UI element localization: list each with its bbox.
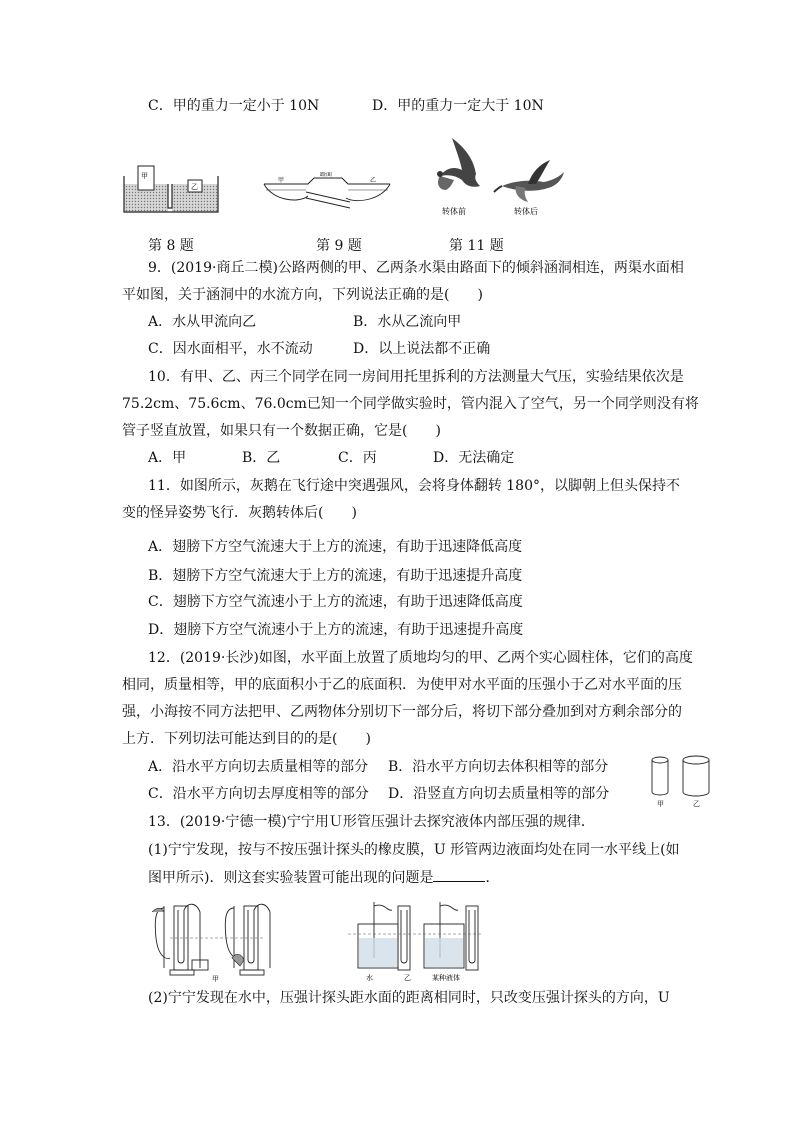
q10-option-a: A．甲 bbox=[148, 450, 187, 466]
q13-stem: 13．(2019·宁德一模)宁宁用Ｕ形管压强计去探究液体内部压强的规律． bbox=[148, 814, 595, 830]
q13-answer-blank[interactable] bbox=[433, 867, 485, 882]
q9-option-b: B．水从乙流向甲 bbox=[353, 314, 462, 330]
fig13-label-liquid: 某种液体 bbox=[432, 974, 460, 982]
q10-option-b: B．乙 bbox=[242, 450, 281, 466]
q9-option-a: A．水从甲流向乙 bbox=[148, 314, 257, 330]
q7-option-d: D．甲的重力一定大于 10N bbox=[372, 98, 544, 114]
q13-part1-line-1: (1)宁宁发现，按与不按压强计探头的橡皮膜，U 形管两边液面均处在同一水平线上(如 bbox=[148, 842, 680, 858]
q11-option-d: D．翅膀下方空气流速小于上方的流速，有助于迅速提升高度 bbox=[148, 622, 524, 638]
figure-11-caption: 第 11 题 bbox=[449, 238, 504, 254]
figure-9-caption: 第 9 题 bbox=[316, 238, 362, 254]
figure-12-cylinders bbox=[646, 752, 716, 808]
fig9-label-yi: 乙 bbox=[370, 177, 377, 184]
figure-9 bbox=[262, 172, 392, 212]
q13-part2-line-1: (2)宁宁发现在水中，压强计探头距水面的距离相同时，只改变压强计探头的方向，U bbox=[148, 990, 670, 1006]
fig13-label-water: 水 bbox=[366, 974, 373, 982]
q13-part1-end: ． bbox=[485, 870, 500, 886]
q10-stem-line-2: 75.2cm、75.6cm、76.0cm已知一个同学做实验时，管内混入了空气，另一个同学则没有将 bbox=[122, 396, 699, 412]
fig11-label-before: 转体前 bbox=[442, 207, 466, 216]
q12-option-a: A．沿水平方向切去质量相等的部分 bbox=[148, 759, 369, 775]
q9-option-d: D．以上说法都不正确 bbox=[353, 341, 491, 357]
q13-part1-line-2 bbox=[148, 867, 499, 888]
fig13-label-jia: 甲 bbox=[212, 975, 219, 982]
q9-stem-line-2: 平如图，关于涵洞中的水流方向，下列说法正确的是( ) bbox=[122, 287, 483, 303]
fig11-label-after: 转体后 bbox=[514, 207, 538, 216]
q12-stem-line-3: 强，小海按不同方法把甲、乙两物体分别切下一部分后，将切下部分叠加到对方剩余部分的 bbox=[122, 704, 682, 720]
q9-option-c: C．因水面相平，水不流动 bbox=[148, 341, 313, 357]
q12-stem-line-1: 12．(2019·长沙)如图，水平面上放置了质地均匀的甲、乙两个实心圆柱体，它们的高度 bbox=[148, 650, 693, 666]
figure-8-caption: 第 8 题 bbox=[148, 238, 194, 254]
q10-option-c: C．丙 bbox=[338, 450, 377, 466]
fig8-label-yi: 乙 bbox=[191, 183, 198, 191]
q11-stem-line-2: 变的怪异姿势飞行．灰鹅转体后( ) bbox=[122, 505, 357, 521]
q12-stem-line-2: 相同，质量相等，甲的底面积小于乙的底面积．为使甲对水平面的压强小于乙对水平面的压 bbox=[122, 677, 682, 693]
figure-8 bbox=[122, 158, 222, 216]
figure-13-manometers bbox=[148, 898, 488, 982]
q7-option-c: C．甲的重力一定小于 10N bbox=[148, 98, 320, 114]
q11-stem-line-1: 11．如图所示，灰鹅在飞行途中突遇强风，会将身体翻转 180°，以脚朝上但头保持不 bbox=[148, 478, 680, 494]
fig9-label-road: 路面 bbox=[320, 172, 333, 178]
q13-part1-text: 图甲所示)．则这套实验装置可能出现的问题是 bbox=[148, 870, 434, 886]
q12-option-b: B．沿水平方向切去体积相等的部分 bbox=[388, 759, 609, 775]
q11-option-b: B．翅膀下方空气流速大于上方的流速，有助于迅速提升高度 bbox=[148, 568, 523, 584]
fig9-label-jia: 甲 bbox=[278, 177, 285, 184]
q11-option-a: A．翅膀下方空气流速大于上方的流速，有助于迅速降低高度 bbox=[148, 539, 523, 555]
q10-stem-line-1: 10．有甲、乙、丙三个同学在同一房间用托里拆利的方法测量大气压，实验结果依次是 bbox=[148, 369, 684, 385]
q9-stem-line-1: 9．(2019·商丘二模)公路两侧的甲、乙两条水渠由路面下的倾斜涵洞相连，两渠水面相 bbox=[148, 260, 684, 276]
q12-stem-line-4: 上方．下列切法可能达到目的的是( ) bbox=[122, 731, 371, 747]
q12-option-d: D．沿竖直方向切去质量相等的部分 bbox=[388, 786, 610, 802]
q11-option-c: C．翅膀下方空气流速小于上方的流速，有助于迅速降低高度 bbox=[148, 594, 523, 610]
fig8-label-jia: 甲 bbox=[141, 172, 148, 180]
fig12-label-yi: 乙 bbox=[693, 800, 700, 808]
figure-11 bbox=[432, 130, 572, 218]
q10-stem-line-3: 管子竖直放置，如果只有一个数据正确，它是( ) bbox=[122, 423, 441, 439]
fig12-label-jia: 甲 bbox=[657, 800, 664, 808]
q12-option-c: C．沿水平方向切去厚度相等的部分 bbox=[148, 786, 369, 802]
fig13-label-yi: 乙 bbox=[404, 974, 411, 982]
q10-option-d: D．无法确定 bbox=[433, 450, 515, 466]
